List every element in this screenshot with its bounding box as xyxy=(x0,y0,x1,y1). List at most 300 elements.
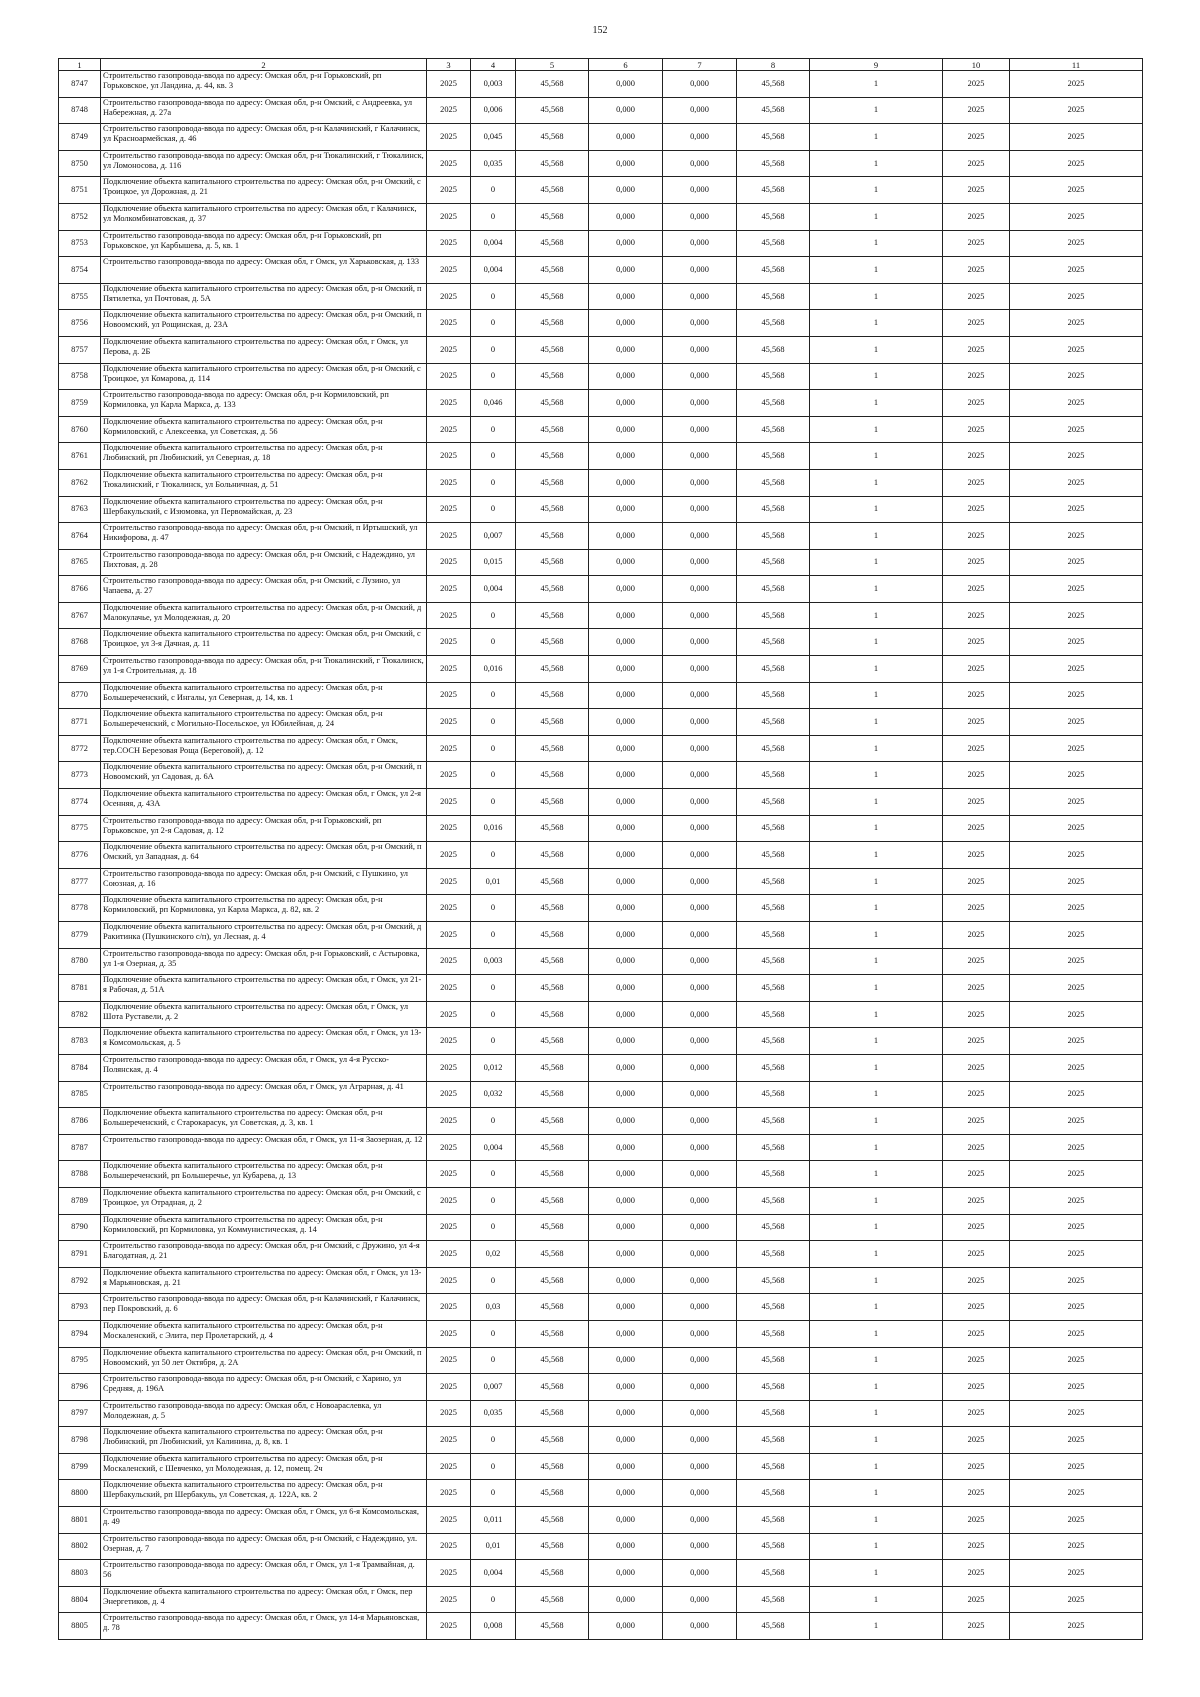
cell-year-col10: 2025 xyxy=(943,496,1010,523)
cell-year-start: 2025 xyxy=(427,1294,471,1321)
cell-description: Подключение объекта капитального строительства по адресу: Омская обл, р-н Большереченский, с Ингалы, ул Северная, д. 14, кв. 1 xyxy=(101,682,427,709)
cell-cost-col6: 0,000 xyxy=(589,416,663,443)
cell-length-km: 0,004 xyxy=(471,230,516,257)
cell-year-col11: 2025 xyxy=(1010,1214,1143,1241)
cell-length-km: 0 xyxy=(471,682,516,709)
cell-year-start: 2025 xyxy=(427,868,471,895)
column-header-5: 5 xyxy=(516,59,589,71)
cell-year-col11: 2025 xyxy=(1010,549,1143,576)
cell-description: Подключение объекта капитального строительства по адресу: Омская обл, р-н Любинский, рп Любинский, ул Калинина, д. 8, кв. 1 xyxy=(101,1427,427,1454)
cell-cost-col6: 0,000 xyxy=(589,310,663,337)
cell-row-number: 8781 xyxy=(59,975,101,1002)
cell-cost-col8: 45,568 xyxy=(737,1214,810,1241)
cell-cost-col6: 0,000 xyxy=(589,948,663,975)
cell-description: Строительство газопровода-ввода по адресу: Омская обл, р-н Омский, с Пушкино, ул Союзная, д. 16 xyxy=(101,868,427,895)
cell-count: 1 xyxy=(810,97,943,124)
cell-length-km: 0,01 xyxy=(471,868,516,895)
cell-year-col10: 2025 xyxy=(943,1533,1010,1560)
cell-cost-total: 45,568 xyxy=(516,230,589,257)
cell-year-col10: 2025 xyxy=(943,975,1010,1002)
cell-cost-col6: 0,000 xyxy=(589,1613,663,1640)
cell-cost-col7: 0,000 xyxy=(663,203,737,230)
cell-cost-col7: 0,000 xyxy=(663,975,737,1002)
cell-cost-total: 45,568 xyxy=(516,895,589,922)
cell-year-start: 2025 xyxy=(427,709,471,736)
cell-cost-col8: 45,568 xyxy=(737,629,810,656)
cell-cost-col7: 0,000 xyxy=(663,682,737,709)
table-row xyxy=(59,1320,1143,1347)
cell-count: 1 xyxy=(810,310,943,337)
cell-year-col11: 2025 xyxy=(1010,1108,1143,1135)
cell-cost-col8: 45,568 xyxy=(737,1028,810,1055)
table-row xyxy=(59,390,1143,417)
cell-year-col11: 2025 xyxy=(1010,124,1143,151)
cell-cost-col6: 0,000 xyxy=(589,283,663,310)
cell-description: Подключение объекта капитального строительства по адресу: Омская обл, р-н Большереченский, рп Большеречье, ул Кубарева, д. 13 xyxy=(101,1161,427,1188)
table-row xyxy=(59,310,1143,337)
cell-description: Подключение объекта капитального строительства по адресу: Омская обл, р-н Тюкалинский, г Тюкалинск, ул Больничная, д. 51 xyxy=(101,469,427,496)
column-header-7: 7 xyxy=(663,59,737,71)
cell-row-number: 8757 xyxy=(59,336,101,363)
table-row xyxy=(59,1028,1143,1055)
table-row xyxy=(59,97,1143,124)
cell-cost-total: 45,568 xyxy=(516,629,589,656)
table-row xyxy=(59,895,1143,922)
cell-year-col10: 2025 xyxy=(943,1294,1010,1321)
cell-count: 1 xyxy=(810,1187,943,1214)
cell-cost-col6: 0,000 xyxy=(589,1187,663,1214)
cell-length-km: 0,032 xyxy=(471,1081,516,1108)
cell-description: Подключение объекта капитального строительства по адресу: Омская обл, р-н Шербакульский, рп Шербакуль, ул Советская, д. 122А, кв. 2 xyxy=(101,1480,427,1507)
cell-length-km: 0,004 xyxy=(471,1560,516,1587)
cell-cost-col6: 0,000 xyxy=(589,230,663,257)
cell-count: 1 xyxy=(810,150,943,177)
cell-description: Подключение объекта капитального строительства по адресу: Омская обл, р-н Кормиловский, с Алексеевка, ул Советская, д. 56 xyxy=(101,416,427,443)
cell-cost-col7: 0,000 xyxy=(663,230,737,257)
table-row xyxy=(59,922,1143,949)
cell-cost-col8: 45,568 xyxy=(737,735,810,762)
cell-cost-col6: 0,000 xyxy=(589,1374,663,1401)
cell-length-km: 0,016 xyxy=(471,656,516,683)
cell-cost-total: 45,568 xyxy=(516,1028,589,1055)
cell-cost-col7: 0,000 xyxy=(663,1294,737,1321)
cell-year-col11: 2025 xyxy=(1010,1028,1143,1055)
cell-year-col11: 2025 xyxy=(1010,71,1143,98)
table-row xyxy=(59,549,1143,576)
cell-row-number: 8785 xyxy=(59,1081,101,1108)
cell-year-start: 2025 xyxy=(427,842,471,869)
cell-cost-col8: 45,568 xyxy=(737,177,810,204)
cell-description: Подключение объекта капитального строительства по адресу: Омская обл, г Омск, ул 2-я Осенняя, д. 43А xyxy=(101,789,427,816)
cell-description: Строительство газопровода-ввода по адресу: Омская обл, р-н Омский, с Андреевка, ул Набережная, д. 27а xyxy=(101,97,427,124)
cell-count: 1 xyxy=(810,1560,943,1587)
cell-description: Строительство газопровода-ввода по адресу: Омская обл, г Омск, ул Аграрная, д. 41 xyxy=(101,1081,427,1108)
cell-year-col11: 2025 xyxy=(1010,443,1143,470)
cell-description: Строительство газопровода-ввода по адресу: Омская обл, р-н Омский, с Лузино, ул Чапаева, д. 27 xyxy=(101,576,427,603)
table-row xyxy=(59,150,1143,177)
table-row xyxy=(59,177,1143,204)
cell-year-col10: 2025 xyxy=(943,1214,1010,1241)
cell-year-col10: 2025 xyxy=(943,1134,1010,1161)
cell-count: 1 xyxy=(810,1533,943,1560)
cell-year-col10: 2025 xyxy=(943,1480,1010,1507)
cell-cost-col6: 0,000 xyxy=(589,97,663,124)
cell-cost-col7: 0,000 xyxy=(663,602,737,629)
cell-cost-col8: 45,568 xyxy=(737,842,810,869)
cell-cost-col8: 45,568 xyxy=(737,1374,810,1401)
cell-cost-col7: 0,000 xyxy=(663,1001,737,1028)
cell-row-number: 8783 xyxy=(59,1028,101,1055)
cell-row-number: 8774 xyxy=(59,789,101,816)
table-row xyxy=(59,735,1143,762)
cell-cost-col8: 45,568 xyxy=(737,1054,810,1081)
cell-year-col10: 2025 xyxy=(943,948,1010,975)
cell-year-col11: 2025 xyxy=(1010,922,1143,949)
cell-row-number: 8804 xyxy=(59,1586,101,1613)
cell-year-col10: 2025 xyxy=(943,1347,1010,1374)
cell-year-start: 2025 xyxy=(427,1081,471,1108)
cell-count: 1 xyxy=(810,1001,943,1028)
cell-cost-col8: 45,568 xyxy=(737,1586,810,1613)
cell-cost-col7: 0,000 xyxy=(663,762,737,789)
cell-row-number: 8797 xyxy=(59,1400,101,1427)
cell-year-start: 2025 xyxy=(427,602,471,629)
cell-cost-total: 45,568 xyxy=(516,948,589,975)
table-row xyxy=(59,1294,1143,1321)
column-header-10: 10 xyxy=(943,59,1010,71)
cell-year-start: 2025 xyxy=(427,1560,471,1587)
cell-cost-total: 45,568 xyxy=(516,124,589,151)
table-row xyxy=(59,1054,1143,1081)
table-row xyxy=(59,709,1143,736)
table-row xyxy=(59,1267,1143,1294)
cell-count: 1 xyxy=(810,283,943,310)
cell-cost-col7: 0,000 xyxy=(663,390,737,417)
cell-cost-col7: 0,000 xyxy=(663,1108,737,1135)
cell-count: 1 xyxy=(810,762,943,789)
table-row xyxy=(59,842,1143,869)
cell-count: 1 xyxy=(810,1400,943,1427)
cell-length-km: 0 xyxy=(471,789,516,816)
cell-year-col10: 2025 xyxy=(943,257,1010,284)
cell-year-start: 2025 xyxy=(427,443,471,470)
table-row xyxy=(59,602,1143,629)
cell-year-start: 2025 xyxy=(427,656,471,683)
cell-description: Подключение объекта капитального строительства по адресу: Омская обл, г Омск, пер Энергетиков, д. 4 xyxy=(101,1586,427,1613)
cell-row-number: 8776 xyxy=(59,842,101,869)
cell-year-col10: 2025 xyxy=(943,895,1010,922)
cell-cost-col8: 45,568 xyxy=(737,682,810,709)
table-row xyxy=(59,363,1143,390)
cell-year-start: 2025 xyxy=(427,1453,471,1480)
cell-cost-col7: 0,000 xyxy=(663,177,737,204)
cell-count: 1 xyxy=(810,629,943,656)
cell-cost-total: 45,568 xyxy=(516,416,589,443)
cell-length-km: 0 xyxy=(471,1480,516,1507)
cell-cost-total: 45,568 xyxy=(516,283,589,310)
table-row xyxy=(59,1187,1143,1214)
cell-cost-col8: 45,568 xyxy=(737,97,810,124)
cell-cost-col7: 0,000 xyxy=(663,1507,737,1534)
cell-length-km: 0 xyxy=(471,1320,516,1347)
cell-count: 1 xyxy=(810,416,943,443)
cell-cost-col6: 0,000 xyxy=(589,1081,663,1108)
cell-length-km: 0 xyxy=(471,602,516,629)
cell-year-start: 2025 xyxy=(427,1028,471,1055)
cell-length-km: 0 xyxy=(471,1108,516,1135)
cell-cost-col8: 45,568 xyxy=(737,1241,810,1268)
cell-length-km: 0 xyxy=(471,443,516,470)
cell-description: Подключение объекта капитального строительства по адресу: Омская обл, р-н Омский, п Новоомский, ул Рощинская, д. 23А xyxy=(101,310,427,337)
cell-cost-col6: 0,000 xyxy=(589,336,663,363)
cell-year-col10: 2025 xyxy=(943,735,1010,762)
cell-cost-col6: 0,000 xyxy=(589,735,663,762)
cell-year-col11: 2025 xyxy=(1010,1400,1143,1427)
table-row xyxy=(59,1560,1143,1587)
cell-count: 1 xyxy=(810,602,943,629)
cell-cost-col7: 0,000 xyxy=(663,469,737,496)
cell-row-number: 8786 xyxy=(59,1108,101,1135)
cell-year-col10: 2025 xyxy=(943,97,1010,124)
cell-cost-col6: 0,000 xyxy=(589,390,663,417)
cell-cost-col7: 0,000 xyxy=(663,1586,737,1613)
cell-year-col10: 2025 xyxy=(943,1267,1010,1294)
cell-cost-total: 45,568 xyxy=(516,97,589,124)
cell-cost-col6: 0,000 xyxy=(589,71,663,98)
cell-year-col10: 2025 xyxy=(943,709,1010,736)
cell-length-km: 0,045 xyxy=(471,124,516,151)
cell-cost-col8: 45,568 xyxy=(737,895,810,922)
column-header-9: 9 xyxy=(810,59,943,71)
cell-cost-col6: 0,000 xyxy=(589,1028,663,1055)
cell-year-col11: 2025 xyxy=(1010,1586,1143,1613)
cell-cost-col6: 0,000 xyxy=(589,469,663,496)
cell-cost-total: 45,568 xyxy=(516,868,589,895)
cell-cost-col6: 0,000 xyxy=(589,842,663,869)
cell-year-col10: 2025 xyxy=(943,842,1010,869)
cell-row-number: 8768 xyxy=(59,629,101,656)
cell-description: Подключение объекта капитального строительства по адресу: Омская обл, р-н Шербакульский, с Изюмовка, ул Первомайская, д. 23 xyxy=(101,496,427,523)
cell-description: Подключение объекта капитального строительства по адресу: Омская обл, р-н Омский, п Омский, ул Западная, д. 64 xyxy=(101,842,427,869)
cell-count: 1 xyxy=(810,523,943,550)
cell-cost-total: 45,568 xyxy=(516,443,589,470)
cell-cost-col8: 45,568 xyxy=(737,1480,810,1507)
cell-cost-col7: 0,000 xyxy=(663,842,737,869)
cell-cost-col7: 0,000 xyxy=(663,1560,737,1587)
cell-year-col10: 2025 xyxy=(943,416,1010,443)
cell-cost-total: 45,568 xyxy=(516,1214,589,1241)
cell-cost-col6: 0,000 xyxy=(589,124,663,151)
cell-cost-col8: 45,568 xyxy=(737,549,810,576)
cell-year-start: 2025 xyxy=(427,71,471,98)
cell-cost-total: 45,568 xyxy=(516,469,589,496)
cell-cost-col7: 0,000 xyxy=(663,1081,737,1108)
cell-year-col10: 2025 xyxy=(943,1108,1010,1135)
cell-cost-col6: 0,000 xyxy=(589,496,663,523)
cell-description: Строительство газопровода-ввода по адресу: Омская обл, р-н Тюкалинский, г Тюкалинск, ул 1-я Строительная, д. 18 xyxy=(101,656,427,683)
cell-year-start: 2025 xyxy=(427,1374,471,1401)
cell-year-col11: 2025 xyxy=(1010,1001,1143,1028)
cell-row-number: 8778 xyxy=(59,895,101,922)
cell-cost-col7: 0,000 xyxy=(663,124,737,151)
cell-row-number: 8777 xyxy=(59,868,101,895)
cell-year-col11: 2025 xyxy=(1010,895,1143,922)
cell-cost-col6: 0,000 xyxy=(589,177,663,204)
table-row xyxy=(59,523,1143,550)
cell-cost-col7: 0,000 xyxy=(663,895,737,922)
cell-year-col11: 2025 xyxy=(1010,1267,1143,1294)
cell-length-km: 0,035 xyxy=(471,150,516,177)
cell-cost-col7: 0,000 xyxy=(663,97,737,124)
cell-year-col11: 2025 xyxy=(1010,682,1143,709)
table-row xyxy=(59,1427,1143,1454)
table-row xyxy=(59,1134,1143,1161)
cell-row-number: 8755 xyxy=(59,283,101,310)
cell-cost-total: 45,568 xyxy=(516,1427,589,1454)
cell-cost-col7: 0,000 xyxy=(663,1241,737,1268)
cell-cost-col8: 45,568 xyxy=(737,789,810,816)
cell-length-km: 0 xyxy=(471,310,516,337)
cell-count: 1 xyxy=(810,1028,943,1055)
cell-count: 1 xyxy=(810,469,943,496)
cell-cost-col8: 45,568 xyxy=(737,709,810,736)
cell-cost-col8: 45,568 xyxy=(737,1400,810,1427)
cell-cost-col8: 45,568 xyxy=(737,363,810,390)
table-row xyxy=(59,257,1143,284)
cell-count: 1 xyxy=(810,1241,943,1268)
cell-year-col11: 2025 xyxy=(1010,975,1143,1002)
cell-cost-col7: 0,000 xyxy=(663,735,737,762)
cell-description: Строительство газопровода-ввода по адресу: Омская обл, р-н Горьковский, рп Горьковское, ул Карбышева, д. 5, кв. 1 xyxy=(101,230,427,257)
cell-row-number: 8750 xyxy=(59,150,101,177)
table-row xyxy=(59,1374,1143,1401)
cell-cost-total: 45,568 xyxy=(516,150,589,177)
cell-year-col10: 2025 xyxy=(943,549,1010,576)
cell-cost-col6: 0,000 xyxy=(589,1267,663,1294)
cell-cost-col8: 45,568 xyxy=(737,390,810,417)
cell-cost-total: 45,568 xyxy=(516,1613,589,1640)
cell-year-col10: 2025 xyxy=(943,443,1010,470)
cell-cost-total: 45,568 xyxy=(516,257,589,284)
cell-cost-col6: 0,000 xyxy=(589,257,663,284)
cell-year-col11: 2025 xyxy=(1010,1320,1143,1347)
cell-description: Строительство газопровода-ввода по адресу: Омская обл, р-н Калачинский, г Калачинск, пер Покровский, д. 6 xyxy=(101,1294,427,1321)
cell-year-col10: 2025 xyxy=(943,283,1010,310)
cell-cost-col8: 45,568 xyxy=(737,948,810,975)
cell-row-number: 8771 xyxy=(59,709,101,736)
cell-length-km: 0 xyxy=(471,283,516,310)
cell-description: Строительство газопровода-ввода по адресу: Омская обл, р-н Омский, с Надеждино, ул Пихтовая, д. 28 xyxy=(101,549,427,576)
cell-cost-total: 45,568 xyxy=(516,815,589,842)
cell-year-start: 2025 xyxy=(427,310,471,337)
cell-description: Строительство газопровода-ввода по адресу: Омская обл, р-н Горьковский, рп Горьковское, ул Ландина, д. 44, кв. 3 xyxy=(101,71,427,98)
table-row xyxy=(59,1586,1143,1613)
cell-description: Подключение объекта капитального строительства по адресу: Омская обл, р-н Омский, д Малокулачье, ул Молодежная, д. 20 xyxy=(101,602,427,629)
table-row xyxy=(59,283,1143,310)
table-row xyxy=(59,629,1143,656)
cell-count: 1 xyxy=(810,789,943,816)
cell-year-start: 2025 xyxy=(427,1507,471,1534)
cell-count: 1 xyxy=(810,709,943,736)
cell-row-number: 8784 xyxy=(59,1054,101,1081)
cell-row-number: 8772 xyxy=(59,735,101,762)
cell-cost-col6: 0,000 xyxy=(589,523,663,550)
cell-count: 1 xyxy=(810,1427,943,1454)
table-row xyxy=(59,71,1143,98)
cell-cost-total: 45,568 xyxy=(516,336,589,363)
cell-cost-col7: 0,000 xyxy=(663,523,737,550)
cell-year-col10: 2025 xyxy=(943,1427,1010,1454)
cell-count: 1 xyxy=(810,815,943,842)
cell-cost-col6: 0,000 xyxy=(589,656,663,683)
cell-length-km: 0 xyxy=(471,177,516,204)
cell-length-km: 0 xyxy=(471,629,516,656)
cell-year-col10: 2025 xyxy=(943,150,1010,177)
cell-length-km: 0 xyxy=(471,1214,516,1241)
cell-row-number: 8769 xyxy=(59,656,101,683)
table-row xyxy=(59,815,1143,842)
cell-row-number: 8796 xyxy=(59,1374,101,1401)
cell-year-start: 2025 xyxy=(427,1586,471,1613)
cell-cost-col8: 45,568 xyxy=(737,336,810,363)
cell-row-number: 8764 xyxy=(59,523,101,550)
cell-year-col11: 2025 xyxy=(1010,1374,1143,1401)
cell-description: Строительство газопровода-ввода по адресу: Омская обл, р-н Калачинский, г Калачинск, ул Красноармейская, д. 46 xyxy=(101,124,427,151)
table-row xyxy=(59,496,1143,523)
cell-length-km: 0,035 xyxy=(471,1400,516,1427)
cell-row-number: 8792 xyxy=(59,1267,101,1294)
cell-description: Подключение объекта капитального строительства по адресу: Омская обл, р-н Кормиловский, рп Кормиловка, ул Коммунистическая, д. 14 xyxy=(101,1214,427,1241)
cell-cost-total: 45,568 xyxy=(516,177,589,204)
table-row xyxy=(59,656,1143,683)
cell-description: Строительство газопровода-ввода по адресу: Омская обл, г Омск, ул 11-я Заозерная, д. 12 xyxy=(101,1134,427,1161)
cell-cost-total: 45,568 xyxy=(516,1054,589,1081)
cell-cost-col8: 45,568 xyxy=(737,975,810,1002)
cell-cost-col7: 0,000 xyxy=(663,1187,737,1214)
cell-row-number: 8759 xyxy=(59,390,101,417)
cell-count: 1 xyxy=(810,975,943,1002)
cell-year-start: 2025 xyxy=(427,1108,471,1135)
cell-count: 1 xyxy=(810,390,943,417)
cell-year-col10: 2025 xyxy=(943,1400,1010,1427)
cell-year-start: 2025 xyxy=(427,150,471,177)
cell-length-km: 0 xyxy=(471,496,516,523)
cell-row-number: 8751 xyxy=(59,177,101,204)
cell-year-col11: 2025 xyxy=(1010,1453,1143,1480)
cell-year-col11: 2025 xyxy=(1010,496,1143,523)
cell-year-col11: 2025 xyxy=(1010,416,1143,443)
registry-table xyxy=(58,58,1143,1640)
cell-cost-col6: 0,000 xyxy=(589,1507,663,1534)
cell-length-km: 0 xyxy=(471,762,516,789)
cell-row-number: 8766 xyxy=(59,576,101,603)
cell-description: Подключение объекта капитального строительства по адресу: Омская обл, г Омск, ул Шота Руставели, д. 2 xyxy=(101,1001,427,1028)
cell-year-start: 2025 xyxy=(427,1400,471,1427)
cell-year-start: 2025 xyxy=(427,1134,471,1161)
cell-cost-total: 45,568 xyxy=(516,363,589,390)
cell-cost-total: 45,568 xyxy=(516,71,589,98)
cell-cost-col8: 45,568 xyxy=(737,1347,810,1374)
cell-cost-col7: 0,000 xyxy=(663,1134,737,1161)
cell-cost-col8: 45,568 xyxy=(737,1427,810,1454)
cell-cost-col8: 45,568 xyxy=(737,469,810,496)
table-row xyxy=(59,1081,1143,1108)
cell-cost-col8: 45,568 xyxy=(737,283,810,310)
cell-year-start: 2025 xyxy=(427,1214,471,1241)
cell-row-number: 8803 xyxy=(59,1560,101,1587)
cell-year-start: 2025 xyxy=(427,629,471,656)
cell-cost-col6: 0,000 xyxy=(589,1427,663,1454)
